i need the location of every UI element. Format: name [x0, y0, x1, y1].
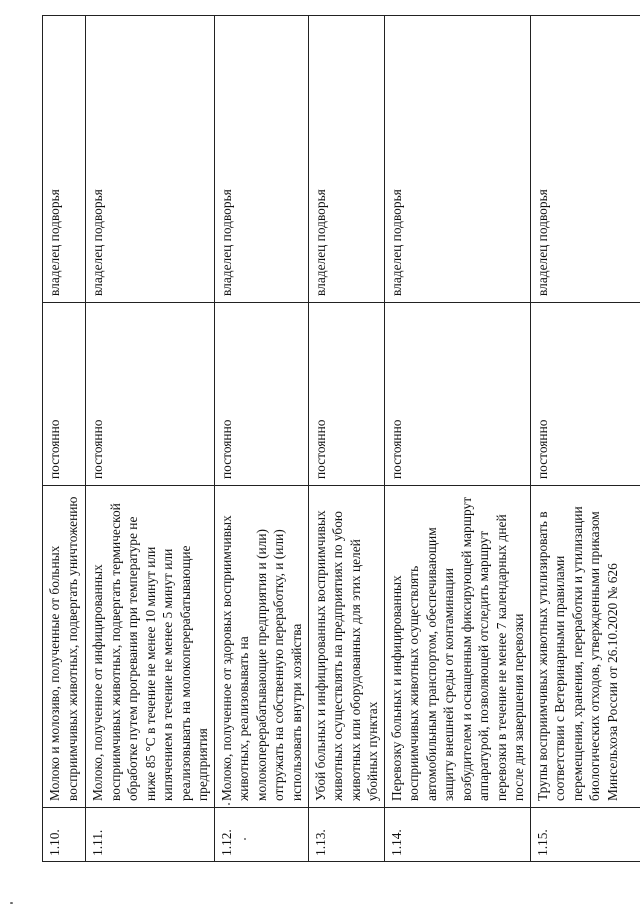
measure-term: постоянно [530, 303, 640, 486]
table-row [86, 16, 215, 862]
table-row [384, 16, 530, 862]
measure-responsible: владелец подворья [384, 16, 530, 303]
row-number: 1.12. [214, 808, 308, 862]
table-row [308, 16, 384, 862]
row-number: 1.15. [530, 808, 640, 862]
table-row [214, 16, 308, 862]
measure-term: постоянно [86, 303, 215, 486]
table-row [530, 16, 640, 862]
measure-description: Убой больных и инфицированных восприимчивых животных осуществлять на предприятиях по убою животных или оборудованных для этих целей убойных пунктах [308, 486, 384, 808]
measure-responsible: владелец подворья [43, 16, 86, 303]
measure-term: постоянно [308, 303, 384, 486]
measure-term: постоянно [43, 303, 86, 486]
measure-description: Трупы восприимчивых животных утилизировать в соответствии с Ветеринарными правилами перемещения, хранения, переработки и утилизации биологических отходов, утвержденными приказом Минсельхоза России от 26.10.2020 № 626 [530, 486, 640, 808]
scan-speck [10, 902, 13, 904]
measures-table [42, 15, 640, 862]
table-row [43, 16, 86, 862]
measure-term: постоянно [214, 303, 308, 486]
measure-responsible: владелец подворья [308, 16, 384, 303]
row-number: 1.14. [384, 808, 530, 862]
row-number: 1.11. [86, 808, 215, 862]
measure-description: Молоко и молозиво, полученные от больных восприимчивых животных, подвергать уничтожению [43, 486, 86, 808]
rotated-page [42, 16, 624, 862]
measure-responsible: владелец подворья [530, 16, 640, 303]
measure-description: Молоко, полученное от здоровых восприимчивых животных, реализовывать на молокоперерабатывающие предприятия и (или) отгружать на собственную переработку, и (или) использовать внутри хозяйства [214, 486, 308, 808]
measure-description: Перевозку больных и инфицированных восприимчивых животных осуществлять автомобильным транспортом, обеспечивающим защиту внешней среды от контаминации возбудителем и оснащенным фиксирующей маршрут аппаратурой, позволяющей отследить маршрут перевозки в течение не менее 7 календарных дней после дня завершения перевозки [384, 486, 530, 808]
row-number: 1.13. [308, 808, 384, 862]
scan-speck [228, 803, 230, 805]
measure-term: постоянно [384, 303, 530, 486]
scan-speck [244, 838, 246, 840]
measure-responsible: владелец подворья [214, 16, 308, 303]
measure-responsible: владелец подворья [86, 16, 215, 303]
measure-description: Молоко, полученное от инфицированных восприимчивых животных, подвергать термической обработке путем прогревания при температуре не ниже 85 °С в течение не менее 10 минут или кипячением в течение не менее 5 минут или реализовывать на молокоперерабатывающие предприятия [86, 486, 215, 808]
row-number: 1.10. [43, 808, 86, 862]
